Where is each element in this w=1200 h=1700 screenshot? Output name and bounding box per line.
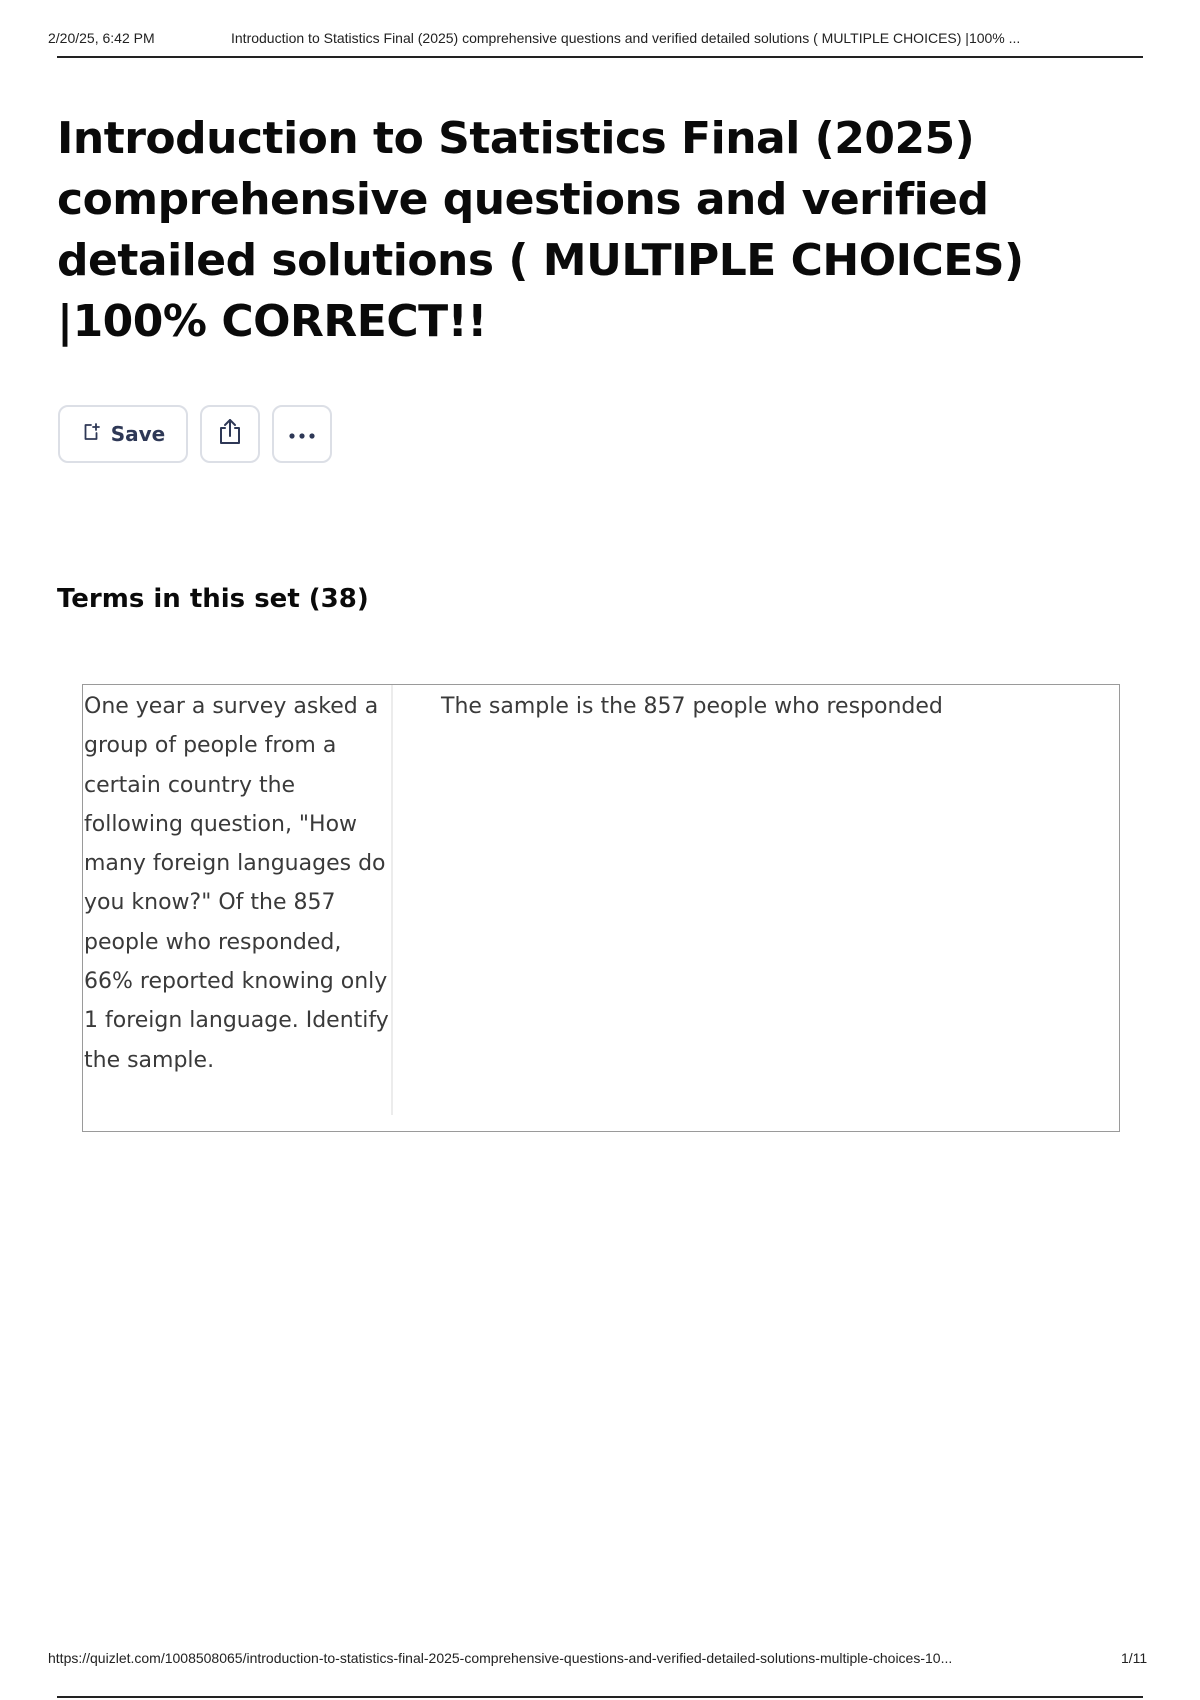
share-icon (216, 417, 244, 451)
print-header (48, 28, 1146, 58)
print-document-title: Introduction to Statistics Final (2025) comprehensive questions and verified detailed solutions ( MULTIPLE CHOICES) |100% ... (231, 30, 1021, 46)
print-page-number: 1/11 (1121, 1650, 1148, 1666)
save-to-folder-icon (81, 422, 101, 447)
page-title: Introduction to Statistics Final (2025) comprehensive questions and verified detailed solutions ( MULTIPLE CHOICES) |100% CORRECT!! (57, 113, 1024, 347)
footer-divider (57, 1696, 1143, 1698)
more-options-button[interactable] (272, 405, 332, 463)
save-button-label: Save (110, 422, 166, 446)
term-text: One year a survey asked a group of people from a certain country the following question, "How many foreign languages do you know?" Of the 857 people who responded, 66% reported knowing only 1 foreign language. Identify the sample. (83, 685, 393, 1115)
more-options-icon (288, 425, 316, 444)
share-button[interactable] (200, 405, 260, 463)
print-footer-url: https://quizlet.com/1008508065/introduction-to-statistics-final-2025-comprehensive-questions-and-verified-detailed-solutions-multiple-choices-10... (48, 1650, 953, 1666)
action-bar (58, 405, 332, 463)
save-button[interactable] (58, 405, 188, 463)
terms-heading: Terms in this set (38) (57, 584, 369, 614)
term-card (82, 684, 1120, 1132)
definition-text: The sample is the 857 people who responded (441, 694, 943, 719)
print-datetime: 2/20/25, 6:42 PM (48, 30, 155, 46)
header-divider (57, 56, 1143, 58)
